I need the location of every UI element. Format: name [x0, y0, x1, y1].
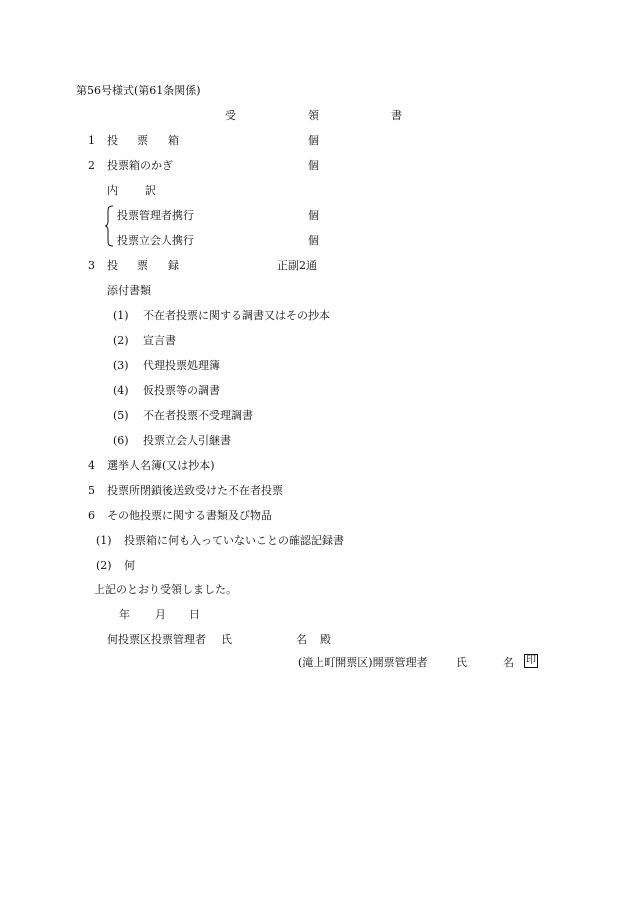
item-label-char: 箱	[168, 134, 179, 147]
attachment-text: 宣言書	[143, 334, 176, 347]
item-number: 3	[88, 259, 95, 272]
item-label: 投票所閉鎖後送致受けた不在者投票	[107, 484, 283, 497]
brace-icon	[104, 205, 114, 247]
item-number: 6	[88, 509, 95, 522]
sub-item-number: (1)	[96, 534, 112, 547]
date-day: 日	[189, 608, 200, 621]
item-number: 2	[88, 159, 95, 172]
addressee-shi: 氏	[221, 633, 232, 646]
item-label-char: 票	[137, 259, 148, 272]
item-number: 1	[88, 134, 95, 147]
attachment-text: 代理投票処理簿	[143, 359, 220, 372]
seal-box: 印	[526, 655, 536, 666]
attachment-text: 不在者投票に関する調書又はその抄本	[143, 309, 330, 322]
form-number: 第56号様式(第61条関係)	[76, 84, 201, 97]
item-label: その他投票に関する書類及び物品	[107, 509, 272, 522]
breakdown-row-label: 投票管理者携行	[117, 209, 194, 222]
breakdown-row-label: 投票立会人携行	[117, 234, 194, 247]
item-unit: 個	[308, 134, 319, 147]
attachment-text: 投票立会人引継書	[143, 434, 231, 447]
item-number: 5	[88, 484, 95, 497]
item-label-char: 投	[107, 259, 118, 272]
breakdown-row-unit: 個	[308, 234, 319, 247]
attachment-number: (5)	[113, 409, 129, 422]
attachment-number: (3)	[113, 359, 129, 372]
addressee-title: 何投票区投票管理者	[107, 633, 206, 646]
breakdown-label-char: 内	[107, 184, 118, 197]
breakdown-label-char: 訳	[145, 184, 156, 197]
receipt-statement: 上記のとおり受領しました。	[94, 583, 237, 596]
title-char: 領	[308, 109, 319, 122]
item-unit: 正副2通	[277, 259, 317, 272]
title-char: 受	[225, 109, 236, 122]
date-month: 月	[155, 608, 166, 621]
item-label: 選挙人名簿(又は抄本)	[107, 459, 215, 472]
sub-item-text: 何	[124, 559, 135, 572]
breakdown-row-unit: 個	[308, 209, 319, 222]
item-label-char: 票	[137, 134, 148, 147]
attachment-number: (2)	[113, 334, 129, 347]
attachment-number: (1)	[113, 309, 129, 322]
attachments-heading: 添付書類	[107, 284, 151, 297]
attachment-text: 仮投票等の調書	[143, 384, 220, 397]
item-label-char: 録	[168, 259, 179, 272]
attachment-number: (6)	[113, 434, 129, 447]
issuer-mei: 名	[503, 656, 514, 669]
attachment-text: 不在者投票不受理調書	[143, 409, 253, 422]
item-label-char: 投	[107, 134, 118, 147]
addressee-honorific: 殿	[320, 633, 331, 646]
attachment-number: (4)	[113, 384, 129, 397]
date-year: 年	[119, 608, 130, 621]
item-label: 投票箱のかぎ	[107, 159, 173, 172]
sub-item-number: (2)	[96, 559, 112, 572]
issuer-shi: 氏	[456, 656, 467, 669]
issuer-title: (滝上町開票区)開票管理者	[298, 656, 428, 669]
item-number: 4	[88, 459, 95, 472]
sub-item-text: 投票箱に何も入っていないことの確認記録書	[124, 534, 344, 547]
addressee-mei: 名	[296, 633, 307, 646]
item-unit: 個	[308, 159, 319, 172]
title-char: 書	[391, 109, 402, 122]
